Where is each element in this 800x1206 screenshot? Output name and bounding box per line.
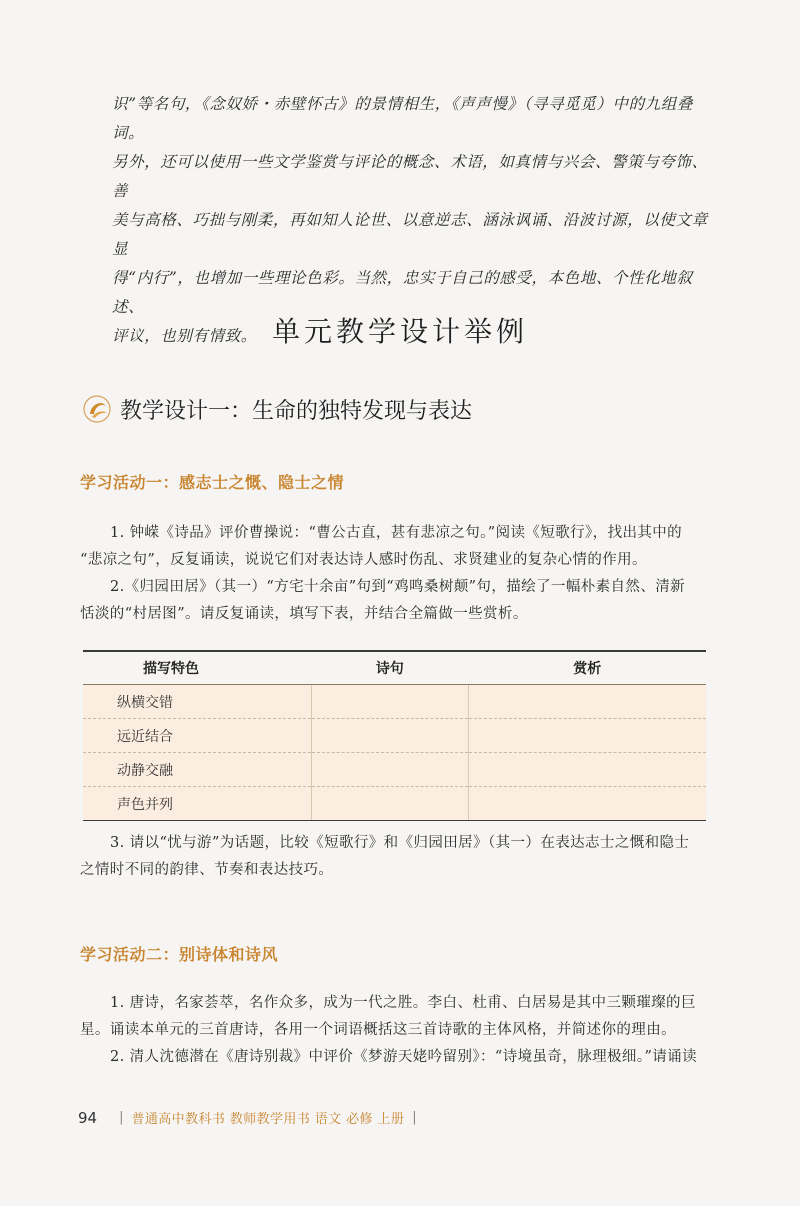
page-footer xyxy=(78,1108,425,1127)
question-line: 1. 唐诗，名家荟萃，名作众多，成为一代之胜。李白、杜甫、白居易是其中三颗璀璨的巨 xyxy=(110,995,696,1011)
table-row xyxy=(83,753,706,787)
question-line: 2.《归园田居》（其一）“方宅十余亩”句到“鸡鸣桑树颠”句，描绘了一幅朴素自然、清新 xyxy=(110,579,686,595)
table-cell-empty xyxy=(311,719,468,753)
table-header: 描写特色 xyxy=(83,651,311,685)
table-cell-empty xyxy=(311,685,468,719)
table-header: 赏析 xyxy=(469,651,706,685)
activity1-title: 学习活动一：感志士之慨、隐士之情 xyxy=(80,473,345,492)
activity1-questions xyxy=(80,520,720,628)
table-header-row xyxy=(83,651,706,685)
table-cell-empty xyxy=(469,685,706,719)
intro-line: 得“内行”，也增加一些理论色彩。当然，忠实于自己的感受，本色地、个性化地叙述、 xyxy=(112,269,693,316)
table-row xyxy=(83,685,706,719)
question-line: “悲凉之句”，反复诵读，说说它们对表达诗人感时伤乱、求贤建业的复杂心情的作用。 xyxy=(80,552,647,568)
table-cell-empty xyxy=(469,719,706,753)
table-cell-empty xyxy=(311,787,468,821)
table-cell-feature: 声色并列 xyxy=(83,787,311,821)
activity2-questions xyxy=(80,990,720,1071)
footer-divider: | xyxy=(119,1110,124,1125)
intro-line: 美与高格、巧拙与刚柔，再如知人论世、以意逆志、涵泳讽诵、沿波讨源，以使文章显 xyxy=(112,211,708,258)
question-line: 之情时不同的韵律、节奏和表达技巧。 xyxy=(80,862,334,878)
question-line: 2. 清人沈德潜在《唐诗别裁》中评价《梦游天姥吟留别》：“诗境虽奇，脉理极细。”请诵读 xyxy=(110,1049,697,1065)
table-cell-empty xyxy=(469,753,706,787)
footer-divider: | xyxy=(412,1110,417,1125)
table-row xyxy=(83,719,706,753)
description-table xyxy=(83,650,706,821)
book-title: 普通高中教科书 教师教学用书 语文 必修 上册 xyxy=(131,1112,405,1127)
swirl-icon xyxy=(82,394,112,424)
question-line: 恬淡的“村居图”。请反复诵读，填写下表，并结合全篇做一些赏析。 xyxy=(80,606,528,622)
table-cell-feature: 纵横交错 xyxy=(83,685,311,719)
table-header: 诗句 xyxy=(311,651,468,685)
design-title-text: 教学设计一：生命的独特发现与表达 xyxy=(120,398,473,424)
activity1-question3 xyxy=(80,830,720,884)
question-line: 1. 钟嵘《诗品》评价曹操说：“曹公古直，甚有悲凉之句。”阅读《短歌行》，找出其中的 xyxy=(110,525,683,541)
question-line: 3. 请以“忧与游”为话题，比较《短歌行》和《归园田居》（其一）在表达志士之慨和隐士 xyxy=(110,835,690,851)
intro-line: 评议，也别有情致。 xyxy=(112,327,257,345)
table-cell-empty xyxy=(311,753,468,787)
section-title: 单元教学设计举例 xyxy=(271,315,528,348)
intro-line: 识”等名句，《念奴娇・赤壁怀古》的景情相生，《声声慢》（寻寻觅觅）中的九组叠词。 xyxy=(112,95,693,142)
activity2-title: 学习活动二：别诗体和诗风 xyxy=(80,945,279,964)
page-number: 94 xyxy=(78,1108,98,1127)
table-cell-feature: 动静交融 xyxy=(83,753,311,787)
question-line: 星。诵读本单元的三首唐诗，各用一个词语概括这三首诗歌的主体风格，并简述你的理由。 xyxy=(80,1022,676,1038)
design-title xyxy=(82,392,472,426)
table-cell-feature: 远近结合 xyxy=(83,719,311,753)
table-row xyxy=(83,787,706,821)
intro-line: 另外，还可以使用一些文学鉴赏与评论的概念、术语，如真情与兴会、警策与夸饰、善 xyxy=(112,153,708,200)
table-cell-empty xyxy=(469,787,706,821)
